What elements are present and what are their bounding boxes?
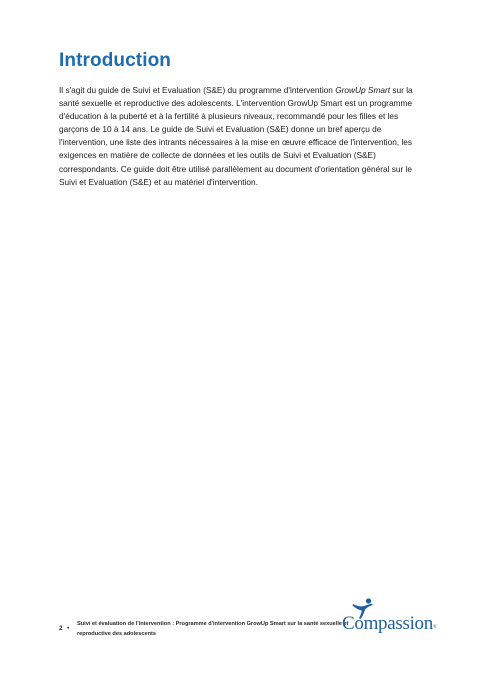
footer-title: Suivi et évaluation de l'intervention : Programme d'intervention GrowUp Smart sur la santé sexuelle et reproductive des adolescents (77, 621, 349, 637)
logo-wordmark-text: Compassion (342, 613, 433, 634)
intro-paragraph (59, 84, 429, 189)
compassion-logo (340, 598, 440, 638)
page-number: 2 (59, 625, 63, 632)
paragraph-text-start: Il s'agit du guide de Suivi et Evaluation (S&E) du programme d'intervention (59, 85, 336, 95)
section-heading: Introduction (59, 50, 172, 71)
paragraph-text-rest: sur la santé sexuelle et reproductive des adolescents. L'intervention GrowUp Smart est un programme d'éducation à la puberté et à la fertilité à plusieurs niveaux, recommandé pour les filles et les garçons de 10 à 14 ans. Le guide de Suivi et Evaluation (S&E) donne un bref aperçu de l'intervention, une liste des intrants nécessaires à la mise en œuvre efficace de l'intervention, les exigences en matière de collecte de données et les outils de Suivi et Evaluation (S&E) correspondants. Ce guide doit être utilisé parallèlement au document d'orientation général sur le Suivi et Evaluation (S&E) et au matériel d'intervention. (59, 85, 413, 187)
logo-trademark: ® (432, 625, 437, 630)
logo-wordmark (342, 613, 436, 635)
program-name-emphasis: GrowUp Smart (335, 85, 391, 95)
footer-bullet: • (67, 625, 70, 632)
